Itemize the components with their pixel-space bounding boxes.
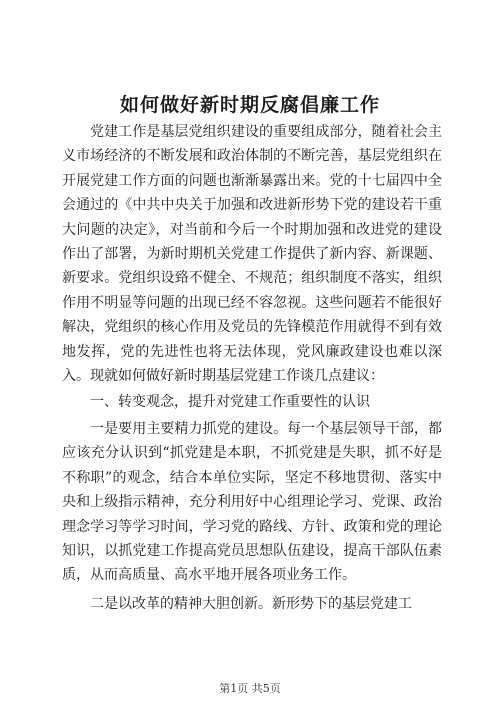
- body-paragraph-point-one: 一是要用主要精力抓党的建设。每一个基层领导干部，都应该充分认识到“抓党建是本职，不抓党建是失职，抓不好是不称职”的观念，结合本单位实际，坚定不移地贯彻、落实中央和上级指示精神，充分利用好中心组理论学习、党课、政治理念学习等学习时间，学习党的路线、方针、政策和党的理论知识，以抓党建工作提高党员思想队伍建设，提高干部队伍素质，从而高质量、高水平地开展各项业务工作。: [62, 420, 442, 584]
- body-paragraph-point-two: 二是以改革的精神大胆创新。新形势下的基层党建工: [90, 595, 412, 612]
- page-number-footer: 第1页 共5页: [219, 682, 281, 695]
- document-title: 如何做好新时期反腐倡廉工作: [119, 94, 380, 116]
- document-body: [62, 120, 442, 616]
- section-heading: 一、转变观念，提升对党建工作重要性的认识: [90, 394, 370, 411]
- body-paragraph-intro: 党建工作是基层党组织建设的重要组成部分，随着社会主义市场经济的不断发展和政治体制的不断完善，基层党组织在开展党建工作方面的问题也渐渐暴露出来。党的十七届四中全会通过的《中共中央关于加强和改进新形势下党的建设若干重大问题的决定》，对当前和今后一个时期加强和改进党的建设作出了部署，为新时期机关党建工作提供了新内容、新课题、新要求。党组织设臵不健全、不规范；组织制度不落实，组织作用不明显等问题的出现已经不容忽视。这些问题若不能很好解决，党组织的核心作用及党员的先锋模范作用就得不到有效地发挥，党的先进性也将无法体现，党风廉政建设也难以深入。现就如何做好新时期基层党建工作谈几点建议：: [62, 124, 442, 385]
